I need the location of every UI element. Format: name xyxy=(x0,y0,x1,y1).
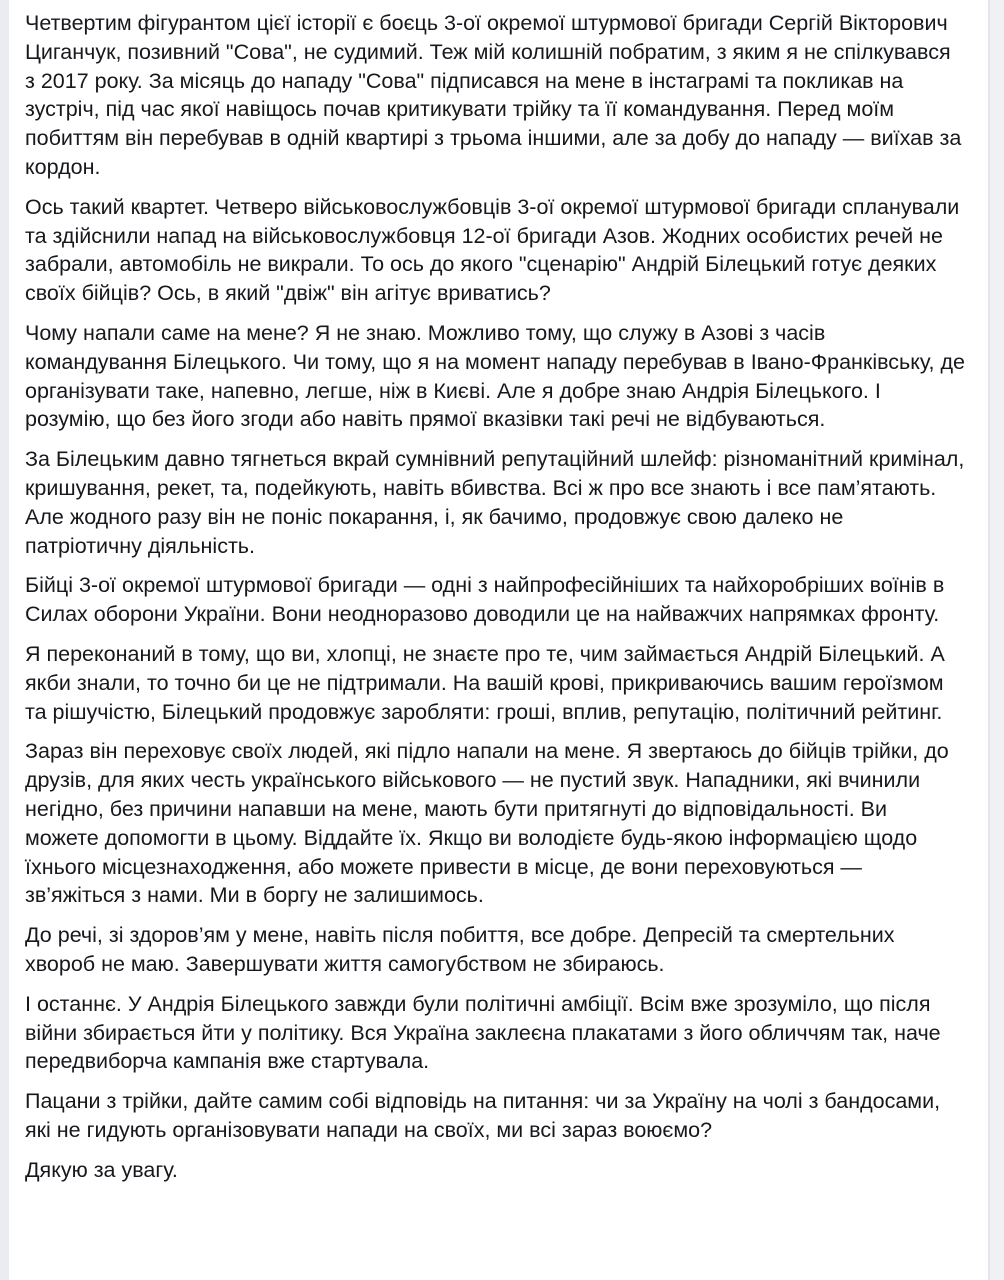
post-paragraph: Пацани з трійки, дайте самим собі відповідь на питання: чи за Україну на чолі з бандосами, які не гидують організовувати напади на своїх, ми всі зараз воюємо? xyxy=(25,1089,941,1142)
post-paragraph: Зараз він переховує своїх людей, які підло напали на мене. Я звертаюсь до бійців трійки, до друзів, для яких честь українського військового — не пустий звук. Нападники, які вчинили негідно, без причини напавши на мене, мають бути притягнуті до відповідальності. Ви можете допомогти в цьому. Віддайте їх. Якщо ви володієте будь-якою інформацією щодо їхнього місцезнаходження, або можете привести в місце, де вони переховуються — зв’яжіться з нами. Ми в боргу не залишимось. xyxy=(25,739,949,908)
post-paragraph: Ось такий квартет. Четверо військовослужбовців 3-ої окремої штурмової бригади спланували та здійснили напад на військовослужбовця 12-ої бригади Азов. Жодних особистих речей не забрали, автомобіль не викрали. То ось до якого "сценарію" Андрій Білецький готує деяких своїх бійців? Ось, в який "двіж" він агітує вриватись? xyxy=(25,194,960,306)
page-background-strip-left xyxy=(0,0,9,1280)
post-paragraph: За Білецьким давно тягнеться вкрай сумнівний репутаційний шлейф: різноманітний кримінал, кришування, рекет, та, подейкують, навіть вбивства. Всі ж про все знають і все пам’ятають. Але жодного разу він не поніс покарання, і, як бачимо, продовжує свою далеко не патріотичну діяльність. xyxy=(25,447,965,558)
post-paragraph: Я переконаний в тому, що ви, хлопці, не знаєте про те, чим займається Андрій Білецький. А якби знали, то точно би це не підтримали. На вашій крові, прикриваючись вашим героїзмом та рішучістю, Білецький продовжує заробляти: гроші, вплив, репутацію, політичний рейтинг. xyxy=(25,641,945,724)
post-paragraph: До речі, зі здоров’ям у мене, навіть після побиття, все добре. Депресій та смертельних хвороб не маю. Завершувати життя самогубством не збираюсь. xyxy=(25,923,895,976)
post-paragraph: Четвертим фігурантом цієї історії є боєць 3-ої окремої штурмової бригади Сергій Вікторович Циганчук, позивний "Сова", не судимий. Теж мій колишній побратим, з яким я не спілкувався з 2017 року. За місяць до нападу "Сова" підписався на мене в інстаграмі та покликав на зустріч, під час якої навіщось почав критикувати трійку та її командування. Перед моїм побиттям він перебував в одній квартирі з трьома іншими, але за добу до нападу — виїхав за кордон. xyxy=(25,11,962,179)
post-body xyxy=(25,9,966,1195)
post-paragraph: Бійці 3-ої окремої штурмової бригади — одні з найпрофесійніших та найхоробріших воїнів в Силах оборони України. Вони неодноразово доводили це на найважчих напрямках фронту. xyxy=(25,573,945,627)
post-paragraph: Чому напали саме на мене? Я не знаю. Можливо тому, що служу в Азові з часів командування Білецького. Чи тому, що я на момент нападу перебував в Івано-Франківську, де організувати таке, напевно, легше, ніж в Києві. Але я добре знаю Андрія Білецького. І розумію, що без його згоди або навіть прямої вказівки такі речі не відбуваються. xyxy=(25,320,965,432)
post-paragraph: Дякую за увагу. xyxy=(25,1157,178,1182)
page-background-strip-right xyxy=(988,0,1004,1280)
post-paragraph: І останнє. У Андрія Білецького завжди були політичні амбіції. Всім вже зрозуміло, що після війни збирається йти у політику. Вся Україна заклеєна плакатами з його обличчям так, наче передвиборча кампанія вже стартувала. xyxy=(25,991,941,1074)
